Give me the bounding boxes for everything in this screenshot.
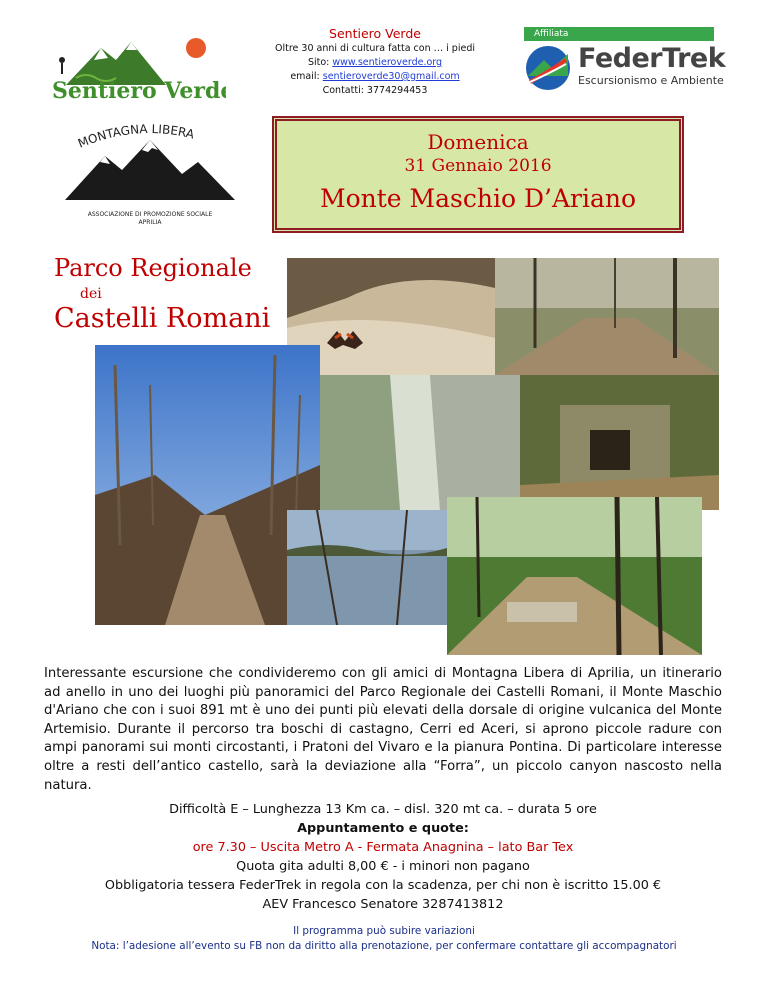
sentiero-verde-logo xyxy=(46,30,226,105)
event-day: Domenica xyxy=(427,130,529,154)
site-link[interactable]: www.sentieroverde.org xyxy=(332,57,443,68)
federtrek-emblem-icon xyxy=(520,42,576,92)
footer xyxy=(30,924,738,954)
email-line xyxy=(270,70,480,84)
site-line xyxy=(270,56,480,70)
meeting-point: ore 7.30 – Uscita Metro A - Fermata Anagnina – lato Bar Tex xyxy=(192,840,574,855)
svg-text:Sentiero Verde: Sentiero Verde xyxy=(52,78,226,104)
event-title: Monte Maschio D’Ariano xyxy=(319,184,636,213)
event-date: 31 Gennaio 2016 xyxy=(404,156,552,176)
lake-photo xyxy=(287,510,447,625)
park-line2: dei xyxy=(80,286,102,302)
org-title: Sentiero Verde xyxy=(329,26,421,41)
forest-fountain-photo xyxy=(447,497,702,655)
federtrek-name-part1: Feder xyxy=(578,43,663,74)
montagna-libera-logo xyxy=(60,118,240,228)
park-line3: Castelli Romani xyxy=(54,303,271,334)
email-link[interactable]: sentieroverde30@gmail.com xyxy=(322,71,460,82)
federtrek-subtitle: Escursionismo e Ambiente xyxy=(578,74,724,87)
federtrek-name xyxy=(578,44,725,74)
forest-path-photo xyxy=(495,258,719,375)
event-title-box xyxy=(272,116,684,233)
difficulty: Difficoltà E – Lunghezza 13 Km ca. – disl. 320 mt ca. – durata 5 ore xyxy=(169,802,597,817)
tagline: Oltre 30 anni di cultura fatta con … i piedi xyxy=(275,43,475,54)
stone-hut-photo xyxy=(520,375,719,510)
site-label: Sito: xyxy=(307,57,333,68)
svg-text:MONTAGNA LIBERA: MONTAGNA LIBERA xyxy=(75,121,196,151)
canyon-photo xyxy=(320,375,520,510)
svg-text:ASSOCIAZIONE DI PROMOZIONE SOC: ASSOCIAZIONE DI PROMOZIONE SOCIALE xyxy=(87,211,213,218)
svg-text:APRILIA: APRILIA xyxy=(138,219,162,226)
footer-line1: Il programma può subire variazioni xyxy=(293,925,475,937)
membership-card: Obbligatoria tessera FederTrek in regola con la scadenza, per chi non è iscritto 15.00 € xyxy=(104,878,662,893)
sentiero-verde-header xyxy=(270,26,480,98)
park-line1: Parco Regionale xyxy=(54,254,252,282)
guide-contact: AEV Francesco Senatore 3287413812 xyxy=(262,897,504,912)
event-info xyxy=(44,800,722,914)
email-label: email: xyxy=(290,71,323,82)
federtrek-name-part2: Trek xyxy=(662,43,726,74)
contacts: Contatti: 3774294453 xyxy=(322,85,428,96)
meeting-title: Appuntamento e quote: xyxy=(297,821,469,836)
footer-line2: Nota: l’adesione all’evento su FB non da diritto alla prenotazione, per confermare contattare gli accompagnatori xyxy=(91,940,677,952)
description: Interessante escursione che condivideremo con gli amici di Montagna Libera di Aprilia, un itinerario ad anello in uno dei luoghi più panoramici del Parco Regionale dei Castelli Romani, il Monte Maschio d'Ariano che con i suoi 891 mt è uno dei punti più elevati della dorsale di origine vulcanica del Monte Artemisio. Durante il percorso tra boschi di castagno, Cerri ed Aceri, si aprono piccole radure con ampi panorami sui monti circostanti, i Pratoni del Vivaro e la pianura Pontina. Di particolare interesse oltre a resti dell’antico castello, sarà la deviazione alla “Forra”, un piccolo canyon nascosto nella natura. xyxy=(44,666,722,793)
affiliated-tab: Affiliata xyxy=(524,27,714,41)
fee: Quota gita adulti 8,00 € - i minori non pagano xyxy=(236,859,530,874)
